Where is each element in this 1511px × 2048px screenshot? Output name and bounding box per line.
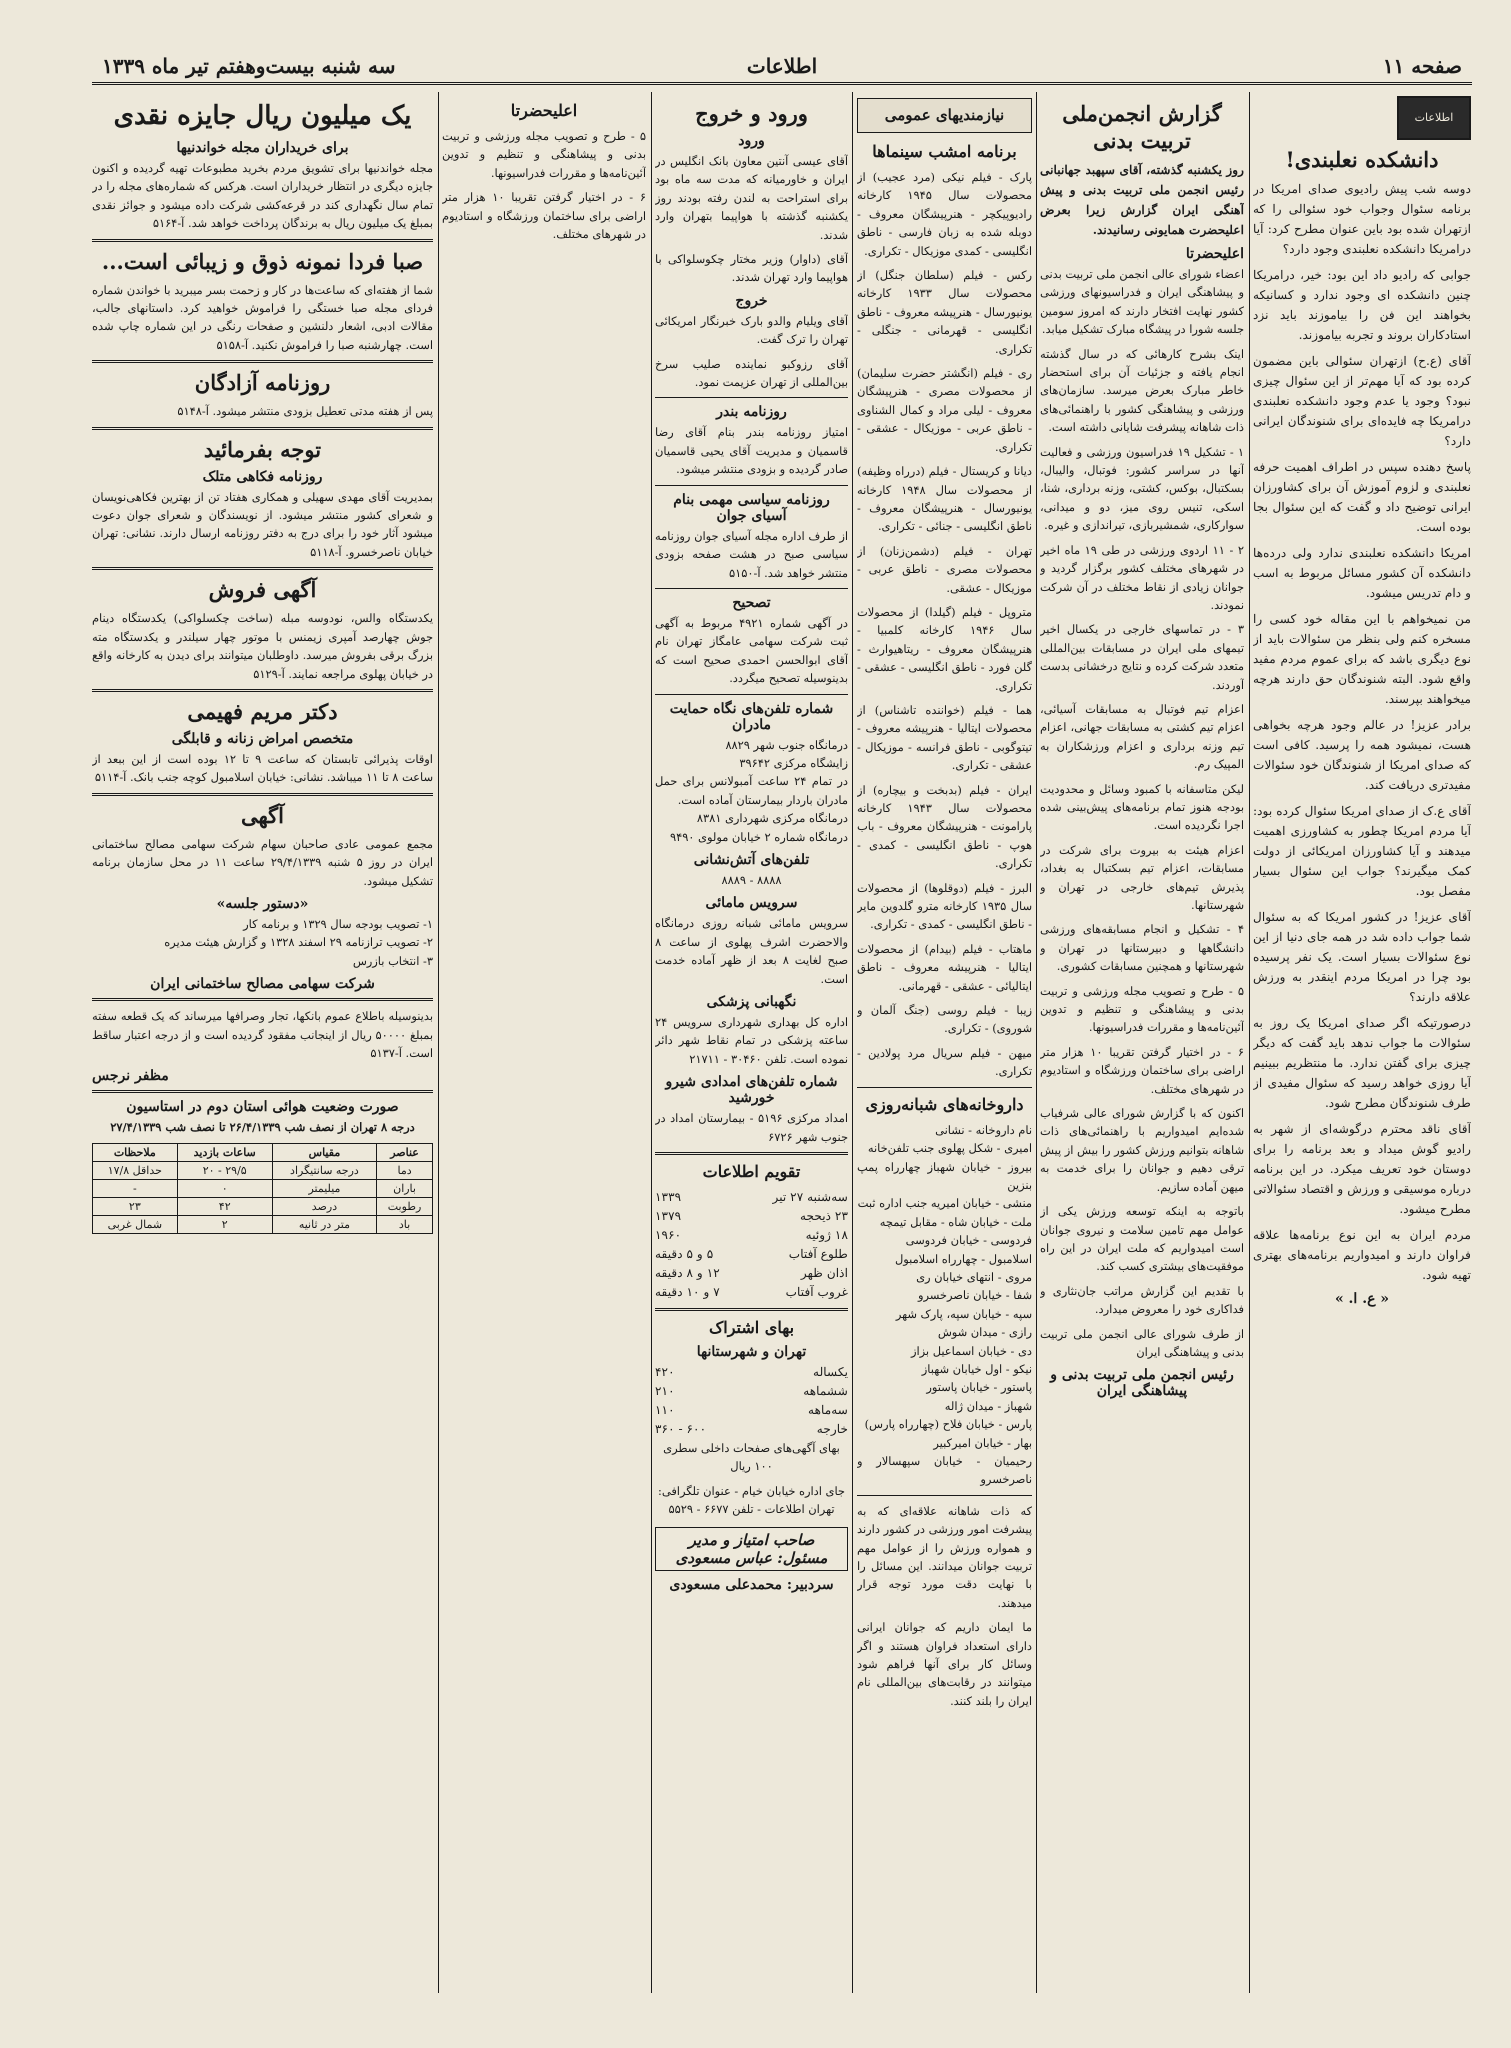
notice-text: امتیاز روزنامه بندر بنام آقای رضا قاسمیان و مدیریت آقای یحیی قاسمیان صادر گردیده و بزودی منتشر میشود. bbox=[655, 425, 848, 477]
weather-title: صورت وضعیت هوائی استان دوم در استاسیون bbox=[126, 1099, 399, 1116]
weather-table bbox=[92, 1143, 433, 1234]
pharmacy-item: مروی - انتهای خیابان ری bbox=[916, 1269, 1032, 1284]
weather-cell: درجه سانتیگراد bbox=[272, 1161, 376, 1179]
cinema-listing: پارک - فیلم نیکی (مرد عجیب) از محصولات سال ۱۹۴۵ کارخانه رادیوپیکچر - هنرپیشگان معروف - دوبله شده به زبان فارسی - ناطق انگلیسی - کمدی موزیکال - تکراری. bbox=[857, 170, 1032, 258]
ad-text: یکدستگاه والس، نودوسه مبله (ساخت چکسلواکی) یکدستگاه دینام جوش چهارصد آمپری زیمنس با موتور چهار سیلندر و یکدستگاه مته بزرگ برقی بفروش میرسد. داوطلبان میتوانند برای دیدن به کارخانه واقع در خیابان پهلوی مراجعه نمایند. آ-۵۱۲۹ bbox=[92, 611, 433, 681]
ad-title: یک میلیون ریال جایزه نقدی bbox=[113, 101, 412, 131]
subscription-label: یکساله bbox=[813, 1365, 848, 1380]
weather-cell: ۰ bbox=[177, 1179, 272, 1197]
agenda-item: ۳- انتخاب بازرس bbox=[352, 953, 433, 968]
paragraph: لیکن متاسفانه با کمبود وسائل و محدودیت بودجه هنوز تمام برنامه‌های پیش‌بینی شده اجرا نگردیده است. bbox=[1040, 781, 1244, 833]
paragraph: دوسه شب پیش رادیوی صدای امریکا در برنامه سئوال وجواب خود سئوالی را که ازتهران شده بود باین عنوان مطرح کرد: آیا درامریکا دانشکده نعلبندی وجود دارد؟ bbox=[1253, 182, 1471, 256]
issue-date: سه شنبه بیست‌وهفتم تیر ماه ۱۳۳۹ bbox=[102, 54, 396, 78]
subscription-price: ۱۱۰ bbox=[655, 1403, 675, 1418]
calendar-label: اذان ظهر bbox=[800, 1266, 848, 1281]
paragraph: با تقدیم این گزارش مراتب جان‌نثاری و فداکاری خود را معروض میدارد. bbox=[1040, 1283, 1244, 1317]
pharmacy-item: پاستور - خیابان پاستور bbox=[926, 1380, 1032, 1395]
agenda-item: ۱- تصویب بودجه سال ۱۳۲۹ و برنامه کار bbox=[243, 916, 433, 931]
cinema-listing: تهران - فیلم (دشمن‌زنان) از محصولات مصری - ناطق عربی - موزیکال - عشقی. bbox=[857, 543, 1032, 595]
ad-title: توجه بفرمائید bbox=[203, 436, 322, 462]
ad-title: آگهی فروش bbox=[208, 577, 317, 603]
subscription-row bbox=[655, 1382, 848, 1401]
divider bbox=[92, 1090, 433, 1093]
section-title: برنامه امشب سینماها bbox=[872, 142, 1017, 161]
subsection-title: نگهبانی پزشکی bbox=[706, 994, 797, 1010]
section-title: داروخانه‌های شبانه‌روزی bbox=[865, 1094, 1024, 1114]
phone-entry: درمانگاه شماره ۲ خیابان مولوی ۹۴۹۰ bbox=[669, 829, 848, 844]
calendar-value: ۱۳۳۹ bbox=[655, 1190, 682, 1205]
paragraph: ۶ - در اختیار گرفتن تقریبا ۱۰ هزار متر اراضی برای ساختمان ورزشگاه و استادیوم در شهرهای مختلف. bbox=[1040, 1044, 1244, 1096]
pharmacy-item: نیکو - اول خیابان شهباز bbox=[921, 1361, 1032, 1376]
weather-header: مقیاس bbox=[272, 1143, 376, 1161]
subsection-title: روزنامه سیاسی مهمی بنام آسیای جوان bbox=[673, 491, 830, 524]
column-notices bbox=[655, 96, 848, 1993]
paragraph: آقای ع.ک از صدای امریکا سئوال کرده بود: آیا مردم امریکا چطور به کشاورزی اهمیت میدهند و آیا کشاورزان امریکائی از دولت کمک میگیرند؟ جواب این سئوال بسیار مفصل بود. bbox=[1253, 804, 1471, 898]
pharmacy-item: بیروز - خیابان شهباز چهارراه پمپ بنزین bbox=[857, 1159, 1032, 1192]
paragraph: ۳ - در تماسهای خارجی در یکسال اخیر تیمهای ملی ایران در مسابقات بین‌المللی متعدد شرکت کرده و نتایج درخشانی بدست آوردند. bbox=[1040, 622, 1244, 692]
arrival-notice: آقای (داوار) وزیر مختار چکوسلواکی با هواپیما وارد تهران شدند. bbox=[655, 252, 848, 285]
calendar-row bbox=[655, 1226, 848, 1245]
paragraph: که ذات شاهانه علاقه‌ای که به پیشرفت امور ورزشی در کشور دارند و همواره ورزش را از عوامل مهم تربیت جوانان میدانند. این مسائل را با نهایت دقت مورد توجه قرار میدهند. bbox=[857, 1503, 1032, 1610]
calendar-row bbox=[655, 1283, 848, 1302]
pharmacy-item: امیری - شکل پهلوی جنب تلفن‌خانه bbox=[867, 1141, 1032, 1156]
paragraph: جوابی که رادیو داد این بود: خیر، درامریکا چنین دانشکده ای وجود ندارد و کسانیکه بخواهند این فن را بیاموزند باید نزد استادکاران بروند و تجربه بیاموزند. bbox=[1253, 268, 1471, 342]
pharmacy-item: بهار - خیابان امیرکبیر bbox=[933, 1435, 1032, 1450]
author-signature: « ع. ا. » bbox=[1334, 1291, 1390, 1307]
calendar-label: سه‌شنبه ۲۷ تیر bbox=[772, 1190, 848, 1205]
paragraph: پاسخ دهنده سپس در اطراف اهمیت حرفه نعلبندی و لزوم آموزش آن برای کشاورزان ایرانی توضیح داد و گفت که این سئوال بجا بوده است. bbox=[1253, 460, 1471, 534]
weather-cell: ۲۳ bbox=[93, 1197, 178, 1215]
column-continuation bbox=[442, 96, 646, 1993]
ad-text: مجمع عمومی عادی صاحبان سهام شرکت سهامی مصالح ساختمانی ایران در روز ۵ شنبه ۲۹/۴/۱۳۳۹ ساعت ۱۱ در محل سازمان برنامه تشکیل میشود. bbox=[92, 836, 433, 888]
subscription-subtitle: تهران و شهرستانها bbox=[696, 1344, 807, 1361]
article-title: دانشکده نعلبندی! bbox=[1285, 147, 1439, 172]
paragraph: آقای (ع.ح) ازتهران سئوالی باین مضمون کرده بود که آیا مهم‌تر از این سئوال چیزی نبود؟ وجود یا عدم وجود دانشکده نعلبندی درامریکا چه فایده‌ای برای شنوندگان ایرانی دارد؟ bbox=[1253, 354, 1471, 448]
divider bbox=[655, 1152, 848, 1155]
weather-subtitle: درجه ۸ تهران از نصف شب ۲۶/۴/۱۳۳۹ تا نصف شب ۲۷/۴/۱۳۳۹ bbox=[110, 1120, 415, 1135]
paragraph: ۲ - ۱۱ اردوی ورزشی در طی ۱۹ ماه اخیر در شهرهای مختلف کشور برگزار گردید و جوانان زیادی از نقاط مختلف در آن شرکت نمودند. bbox=[1040, 542, 1244, 612]
paragraph: باتوجه به اینکه توسعه ورزش یکی از عوامل مهم تامین سلامت و نیروی جوانان است امیدواریم که ملت ایران در این راه موفقیت‌های بیشتری کسب کند. bbox=[1040, 1204, 1244, 1274]
page-header bbox=[92, 52, 1472, 85]
paragraph: درصورتیکه اگر صدای امریکا یک روز به سئوالات ما جواب ندهد باید گفت که دیگر چیزی برای گفتن ندارد. ما منتظریم ببینیم آیا روزی خواهد رسید که سئوال مفیدی از طرف شنوندگان مطرح شود. bbox=[1253, 1016, 1471, 1110]
calendar-value: ۱۳۷۹ bbox=[655, 1209, 682, 1224]
divider bbox=[655, 485, 848, 486]
cinema-listing: دیانا و کریستال - فیلم (درراه وظیفه) از محصولات سال ۱۹۴۸ کارخانه یونیورسال - هنرپیشگان معروف - ناطق انگلیسی - جنائی - تکراری. bbox=[857, 464, 1032, 534]
publisher-signature: صاحب امتیاز و مدیر مسئول: عباس مسعودی bbox=[655, 1527, 848, 1571]
paragraph: ۴ - تشکیل و انجام مسابقه‌های ورزشی دانشگاهها و دبیرستانها در تهران و شهرستانها و همچنین مسابقات کشوری. bbox=[1040, 922, 1244, 974]
calendar-row bbox=[655, 1245, 848, 1264]
cinema-listing: ماهتاب - فیلم (بیدام) از محصولات ایتالیا - هنرپیشه معروف - ناطق ایتالیائی - عشقی - قهرمانی. bbox=[857, 941, 1032, 993]
cinema-listing: البرز - فیلم (دوقلوها) از محصولات سال ۱۹۳۵ کارخانه مترو گلدوین مایر - ناطق انگلیسی - کمدی - تکراری. bbox=[857, 880, 1032, 932]
section-title: ورود و خروج bbox=[695, 101, 808, 126]
calendar-label: غروب آفتاب bbox=[785, 1285, 848, 1300]
cinema-listing: هما - فیلم (خواننده تاشناس) از محصولات ایتالیا - هنرپیشه معروف - تیتوگوبی - ناطق فرانسه - موزیکال - عشقی - تکراری. bbox=[857, 702, 1032, 773]
calendar-row bbox=[655, 1264, 848, 1283]
article-subhead: اعلیحضرتا bbox=[1185, 246, 1244, 262]
agenda-item: ۲- تصویب ترازنامه ۲۹ اسفند ۱۳۲۸ و گزارش هیئت مدیره bbox=[164, 935, 433, 950]
departure-notice: آقای ویلیام والدو بارک خبرنگار امریکائی تهران را ترک گفت. bbox=[655, 313, 848, 347]
calendar-value: ۵ و ۵ دقیقه bbox=[655, 1247, 714, 1262]
weather-cell: دما bbox=[377, 1161, 433, 1179]
calendar-row bbox=[655, 1207, 848, 1226]
calendar-title: تقویم اطلاعات bbox=[702, 1162, 801, 1182]
column-rule bbox=[651, 92, 652, 1993]
pharmacy-item: منشی - خیابان امیریه جنب اداره ثبت bbox=[857, 1196, 1032, 1211]
arrival-notice: آقای عیسی آنتین معاون بانک انگلیس در ایران و خاورمیانه که مدت سه ماه بود برای استراحت به لندن رفته بودند روز یکشنبه گذشته با هواپیما بتهران وارد شدند. bbox=[655, 154, 848, 242]
subsection-title: روزنامه بندر bbox=[716, 404, 787, 421]
weather-row bbox=[93, 1179, 433, 1197]
pharmacy-item: اسلامبول - چهارراه اسلامبول bbox=[894, 1251, 1032, 1266]
agenda-title: «دستور جلسه» bbox=[216, 895, 309, 912]
pharmacy-item: فردوسی - خیابان فردوسی bbox=[905, 1233, 1032, 1248]
ad-signer: مظفر نرجس bbox=[92, 1068, 169, 1085]
calendar-label: طلوع آفتاب bbox=[788, 1247, 848, 1262]
pharmacy-item: دی - خیابان اسماعیل بزاز bbox=[910, 1343, 1032, 1358]
subscription-label: سه‌ماهه bbox=[808, 1403, 848, 1418]
weather-cell: باد bbox=[377, 1215, 433, 1233]
paragraph: اینک بشرح کارهائی که در سال گذشته انجام یافته و جزئیات آن برای استحضار خاطر مبارک بعرض میرسد. سازمان‌های ورزشی و پیشاهنگی کشور با راهنمائی‌های ذات شاهانه پیشرفت شایانی داشته است. bbox=[1040, 346, 1244, 435]
phone-entry: زایشگاه مرکزی ۳۹۶۴۲ bbox=[739, 755, 848, 770]
paper-logo: اطلاعات bbox=[1397, 96, 1471, 140]
paragraph: اکنون که با گزارش شورای عالی شرفیاب شده‌ایم امیدواریم با راهنمائی‌های ذات شاهانه بتوانیم ورزش کشور را بیش از پیش ترقی دهیم و جوانان را برای خدمت به میهن آماده سازیم. bbox=[1040, 1106, 1244, 1194]
subscription-price: ۲۱۰ bbox=[655, 1384, 675, 1399]
weather-cell: متر در ثانیه bbox=[272, 1215, 376, 1233]
notice-text: از طرف اداره مجله آسیای جوان روزنامه سیاسی صبح در هشت صفحه بزودی منتشر خواهد شد. آ-۵۱۵۰ bbox=[655, 528, 848, 580]
weather-header-row bbox=[93, 1143, 433, 1161]
report-signature: رئیس انجمن ملی تربیت بدنی و پیشاهنگی ایران bbox=[1050, 1367, 1234, 1400]
calendar-value: ۱۹۶۰ bbox=[655, 1228, 682, 1243]
calendar-row bbox=[655, 1188, 848, 1207]
ad-text: بدینوسیله باطلاع عموم بانکها، تجار وصرافها میرساند که یک قطعه سفته بمبلغ ۵۰۰۰۰ ریال از اینجانب مفقود گردیده است و از درجه اعتبار ساقط است. آ-۵۱۳۷ bbox=[92, 1009, 433, 1060]
column-advertisements bbox=[92, 96, 433, 1993]
subsection-title: شماره تلفن‌های امدادی شیرو خورشید bbox=[665, 1074, 838, 1107]
subsection-title: خروج bbox=[735, 292, 768, 309]
paragraph: مردم ایران به این نوع برنامه‌ها علاقه فراوان دارند و امیدواریم برنامه‌های بهتری تهیه شود. bbox=[1253, 1228, 1471, 1282]
divider bbox=[655, 1308, 848, 1311]
cinema-listing: رکس - فیلم (سلطان جنگل) از محصولات سال ۱۹۳۳ کارخانه یونیورسال - هنرپیشه معروف - ناطق انگلیسی - قهرمانی - جنگلی - تکراری. bbox=[857, 268, 1032, 356]
ad-title: آگهی bbox=[240, 802, 284, 828]
pharmacy-item: رازی - میدان شوش bbox=[937, 1325, 1032, 1340]
weather-header: ملاحظات bbox=[93, 1143, 178, 1161]
ad-text: اوقات پذیرائی تابستان که ساعت ۹ تا ۱۲ بوده است از این ببعد از ساعت ۸ تا ۱۱ میباشد. نشانی: خیابان اسلامبول کوچه جنب بانک. آ-۵۱۱۴ bbox=[92, 751, 433, 785]
ad-text: بمدیریت آقای مهدی سهیلی و همکاری هفتاد تن از بهترین فکاهی‌نویسان و شعرای کشور منتشر میشود. از نویسندگان و شعرای جوان دعوت میشود آثار خود را برای درج به دفتر روزنامه ارسال دارند. نشانی: تهران خیابان ناصرخسرو. آ-۵۱۱۸ bbox=[92, 489, 433, 559]
subsection-title: شماره تلفن‌های نگاه حمایت مادران bbox=[669, 700, 834, 733]
divider bbox=[92, 689, 433, 692]
editor-name: سردبیر: محمدعلی مسعودی bbox=[669, 1576, 834, 1593]
divider bbox=[92, 998, 433, 1001]
weather-row bbox=[93, 1161, 433, 1179]
subscription-row bbox=[655, 1401, 848, 1420]
weather-header: عناصر bbox=[377, 1143, 433, 1161]
paragraph: ۵ - طرح و تصویب مجله ورزشی و تربیت بدنی و پیشاهنگی و تنظیم و تدوین آئین‌نامه‌ها و مقررات فدراسیونها. bbox=[442, 129, 646, 180]
paragraph: اعزام تیم فوتبال به مسابقات آسیائی، اعزام تیم کشتی به مسابقات جهانی، اعزام تیم وزنه برداری و اعزام ورزشکاران به المپیک رم. bbox=[1040, 701, 1244, 772]
paragraph: ۱ - تشکیل ۱۹ فدراسیون ورزشی و فعالیت آنها در سراسر کشور: فوتبال، والیبال، بسکتبال، بوکس، کشتی، وزنه برداری، شنا، اسکی، تنیس روی میز، دو و میدانی، سوارکاری، شمشیربازی، تیراندازی و غیره. bbox=[1040, 444, 1244, 533]
ad-text: مجله خواندنیها برای تشویق مردم بخرید مطبوعات تهیه گردیده و اکنون جایزه دیگری در انتظار خریداران است. هرکس که شماره‌های مجله را در تمام سال نگهداری کند در قرعه‌کشی شرکت داده میشود و جوائز نقدی بمبلغ یک میلیون ریال به برندگان پرداخت خواهد شد. آ-۵۱۶۴ bbox=[92, 161, 433, 231]
weather-cell: - bbox=[93, 1179, 178, 1197]
weather-cell: رطوبت bbox=[377, 1197, 433, 1215]
divider bbox=[92, 793, 433, 796]
pharmacy-item: شفا - خیابان ناصرخسرو bbox=[917, 1288, 1032, 1303]
pharmacy-item: رحیمیان - خیابان سپهسالار و ناصرخسرو bbox=[857, 1454, 1032, 1487]
subscription-price: ۴۲۰ bbox=[655, 1365, 675, 1380]
pharmacy-item: شهباز - میدان ژاله bbox=[944, 1398, 1032, 1413]
ad-subtitle: برای خریداران مجله خواندنیها bbox=[176, 140, 349, 156]
divider bbox=[92, 360, 433, 363]
calendar-label: ۱۸ ژوئیه bbox=[805, 1228, 848, 1243]
paragraph: ۶ - در اختیار گرفتن تقریبا ۱۰ هزار متر اراضی برای ساختمان ورزشگاه و استادیوم در شهرهای مختلف. bbox=[442, 190, 646, 242]
cinema-listing: ری - فیلم (انگشتر حضرت سلیمان) از محصولات مصری - هنرپیشگان معروف - لیلی مراد و کمال الشناوی - ناطق عربی - موزیکال - عشقی - تکراری. bbox=[857, 366, 1032, 454]
weather-cell: شمال غربی bbox=[93, 1215, 178, 1233]
cinema-listing: متروپل - فیلم (گیلدا) از محصولات سال ۱۹۴۶ کارخانه کلمبیا - هنرپیشگان معروف - ریتاهیوارث - گلن فورد - ناطق انگلیسی - عشقی - تکراری. bbox=[857, 604, 1032, 693]
notice-text: امداد مرکزی ۵۱۹۶ - بیمارستان امداد در جنوب شهر ۶۷۲۶ bbox=[655, 1111, 848, 1144]
paragraph: آقای ناقد محترم درگوشه‌ای از شهر به رادیو گوش میداد و بعد برنامه را برای دوستان خود تعریف میکرد. در این برنامه درباره موسیقی و ورزش و اقتصاد سئوالاتی مطرح میشود. bbox=[1253, 1122, 1471, 1216]
ad-subtitle: متخصص امراض زنانه و قابلگی bbox=[171, 730, 354, 747]
notice-text: سرویس مامائی شبانه روزی درمانگاه والاحضرت اشرف پهلوی از ساعت ۸ صبح لغایت ۸ بعد از ظهر آماده خدمت است. bbox=[655, 916, 848, 986]
pharmacy-item: نام داروخانه - نشانی bbox=[935, 1122, 1032, 1137]
ad-title: صبا فردا نمونه ذوق و زیبائی است... bbox=[101, 248, 424, 274]
notice-text: اداره کل بهداری شهرداری سرویس ۲۴ ساعته پزشکی در تمام نقاط شهر دائر نموده است. تلفن ۳۰۴۶۰ - ۲۱۷۱۱ bbox=[655, 1015, 848, 1066]
calendar-value: ۷ و ۱۰ دقیقه bbox=[655, 1285, 720, 1300]
subscription-title: بهای اشتراک bbox=[708, 1318, 795, 1338]
calendar-value: ۱۲ و ۸ دقیقه bbox=[655, 1266, 720, 1281]
paragraph: من نمیخواهم با این مقاله خود کسی را مسخره کنم ولی بنظر من سئوالات باید از نوع دیگری باشد که برای عموم مردم مفید واقع شود. البته شنوندگان حق دارند هرچه میخواهند بپرسند. bbox=[1253, 612, 1471, 706]
ad-subtitle: روزنامه فکاهی متلک bbox=[202, 468, 323, 485]
weather-cell: درصد bbox=[272, 1197, 376, 1215]
article-title: گزارش انجمن‌ملی تربیت بدنی bbox=[1062, 101, 1222, 153]
weather-cell: ۲ bbox=[177, 1215, 272, 1233]
subsection-title: تصحیح bbox=[732, 594, 771, 611]
divider bbox=[655, 588, 848, 589]
weather-cell: حداقل ۱۷/۸ bbox=[93, 1161, 178, 1179]
divider bbox=[92, 427, 433, 430]
ad-title: روزنامه آزادگان bbox=[194, 370, 331, 396]
weather-row bbox=[93, 1197, 433, 1215]
page-number: صفحه ۱۱ bbox=[1382, 54, 1462, 78]
divider bbox=[857, 1495, 1032, 1496]
subscription-label: خارجه bbox=[816, 1422, 848, 1437]
weather-cell: ۲۹/۵ - ۲۰ bbox=[177, 1161, 272, 1179]
subsection-title: سرویس مامائی bbox=[705, 895, 798, 912]
paragraph: امریکا دانشکده نعلبندی ندارد ولی درده‌ها دانشکده آن کشور مسائل مربوط به اسب و دام تدریس میشود. bbox=[1253, 546, 1471, 600]
pharmacy-item: سپه - خیابان سپه، پارک شهر bbox=[895, 1306, 1032, 1321]
divider bbox=[655, 694, 848, 695]
ad-text: پس از هفته مدتی تعطیل بزودی منتشر میشود. آ-۵۱۴۸ bbox=[177, 404, 433, 419]
paragraph: ۵ - طرح و تصویب مجله ورزشی و تربیت بدنی و پیشاهنگی و تنظیم و تدوین آئین‌نامه‌ها و مقررات فدراسیونها. bbox=[1040, 983, 1244, 1035]
article-lead: روز یکشنبه گذشته، آقای سپهبد جهانبانی رئیس انجمن ملی تربیت بدنی و پیش آهنگی ایران گزارش زیرا بعرض اعلیحضرت همایونی رسانیدند. bbox=[1040, 163, 1244, 237]
pharmacy-item: پارس - خیابان فلاح (چهارراه پارس) bbox=[864, 1417, 1032, 1432]
weather-header: ساعات بازدید bbox=[177, 1143, 272, 1161]
subsection-title: تلفن‌های آتش‌نشانی bbox=[693, 851, 810, 868]
divider bbox=[92, 567, 433, 570]
column-rule bbox=[1036, 92, 1037, 1993]
departure-notice: آقای رزوکبو نماینده صلیب سرخ بین‌المللی از تهران عزیمت نمود. bbox=[655, 356, 848, 390]
notice-text: در آگهی شماره ۴۹۲۱ مربوط به آگهی ثبت شرکت سهامی عامگاز تهران نام آقای ابوالحسن احمدی صحیح است که بدینوسیله تصحیح میگردد. bbox=[655, 615, 848, 686]
paragraph: ما ایمان داریم که جوانان ایرانی دارای استعداد فراوان هستند و اگر وسائل کار برای آنها فراهم شود میتوانند در رقابت‌های بین‌المللی نام ایران را بلند کنند. bbox=[857, 1620, 1032, 1708]
section-title: اعلیحضرتا bbox=[510, 101, 578, 120]
subscription-price: ۶۰۰ - ۳۶۰ bbox=[655, 1422, 707, 1437]
weather-row bbox=[93, 1215, 433, 1233]
phone-entry: ۸۸۸۸ - ۸۸۸۹ bbox=[721, 872, 782, 887]
divider bbox=[92, 239, 433, 242]
newspaper-name: اطلاعات bbox=[746, 54, 818, 78]
subscription-row bbox=[655, 1420, 848, 1439]
weather-cell: میلیمتر bbox=[272, 1179, 376, 1197]
pharmacy-item: ملت - خیابان شاه - مقابل تیمچه bbox=[879, 1214, 1032, 1229]
cinema-listing: زیبا - فیلم روسی (جنگ آلمان و شوروی) - تکراری. bbox=[857, 1003, 1032, 1036]
column-listings bbox=[857, 96, 1032, 1993]
divider bbox=[655, 397, 848, 398]
ad-text: شما از هفته‌ای که ساعت‌ها در کار و زحمت بسر میبرید با خواندن شماره فردای مجله صبا خستگی را فراموش خواهید کرد. داستانهای جالب، مقالات ادبی، اشعار دلنشین و صفحات رنگی در این شماره چاپ شده است. چهارشنبه صبا را فراموش نکنید. آ-۵۱۵۸ bbox=[92, 282, 433, 352]
cinema-listing: میهن - فیلم سریال مرد پولادین - تکراری. bbox=[857, 1045, 1032, 1079]
paragraph: اعزام هیئت به بیروت برای شرکت در مسابقات، اعزام تیم بسکتبال به بغداد، پذیرش تیم‌های خارجی در تهران و شهرستانها. bbox=[1040, 842, 1244, 912]
weather-cell: ۴۲ bbox=[177, 1197, 272, 1215]
ad-rate-note: بهای آگهی‌های صفحات داخلی سطری ۱۰۰ ریال bbox=[663, 1441, 840, 1474]
phone-entry: درمانگاه جنوب شهر ۸۸۲۹ bbox=[725, 737, 848, 752]
paragraph: از طرف شورای عالی انجمن ملی تربیت بدنی و پیشاهنگی ایران bbox=[1040, 1326, 1244, 1359]
column-rule bbox=[438, 92, 439, 1993]
subsection-title: ورود bbox=[738, 133, 765, 149]
divider bbox=[857, 1087, 1032, 1088]
subscription-row bbox=[655, 1363, 848, 1382]
column-rule bbox=[852, 92, 853, 1993]
paragraph: اعضاء شورای عالی انجمن ملی تربیت بدنی و پیشاهنگی ایران و فدراسیونهای ورزشی کشور نهایت افتخار دارند که امروز سومین جلسه شورا در پیشگاه مبارک تشکیل میابد. bbox=[1040, 267, 1244, 337]
paragraph: برادر عزیز! در عالم وجود هرچه بخواهی هست، نمیشود همه را پرسید. کافی است که صدای امریکا از شنوندگان خود سئوالات مفیدتری دریافت کند. bbox=[1253, 718, 1471, 792]
ad-title: دکتر مریم فهیمی bbox=[187, 698, 338, 724]
phone-entry: در تمام ۲۴ ساعت آمبولانس برای حمل مادران باردار بیمارستان آماده است. bbox=[655, 774, 848, 807]
cinema-listing: ایران - فیلم (بدبخت و بیچاره) از محصولات سال ۱۹۴۳ کارخانه پارامونت - هنرپیشگان معروف - باب هوپ - ناطق انگلیسی - کمدی - تکراری. bbox=[857, 782, 1032, 871]
phone-entry: درمانگاه مرکزی شهرداری ۸۳۸۱ bbox=[696, 811, 848, 826]
calendar-label: ۲۳ ذیحجه bbox=[799, 1209, 848, 1224]
ad-signer: شرکت سهامی مصالح ساختمانی ایران bbox=[150, 976, 375, 993]
office-address: جای اداره خیابان خیام - عنوان تلگرافی: تهران اطلاعات - تلفن ۶۶۷۷ - ۵۵۲۹ bbox=[658, 1483, 845, 1517]
weather-cell: باران bbox=[377, 1179, 433, 1197]
paragraph: آقای عزیز! در کشور امریکا که به سئوال شما جواب داده شد در همه جای دنیا از این نوع سئوالات بسیار است. یک نفر پرسیده بود چرا در امریکا مردم اینقدر به ورزش علاقه دارند؟ bbox=[1253, 910, 1471, 1004]
column-sports-report bbox=[1040, 96, 1244, 1993]
column-editorial bbox=[1253, 96, 1471, 1993]
subscription-label: ششماهه bbox=[803, 1384, 848, 1399]
column-rule bbox=[1249, 92, 1250, 1993]
section-logo: نیازمندیهای عمومی bbox=[857, 98, 1032, 133]
